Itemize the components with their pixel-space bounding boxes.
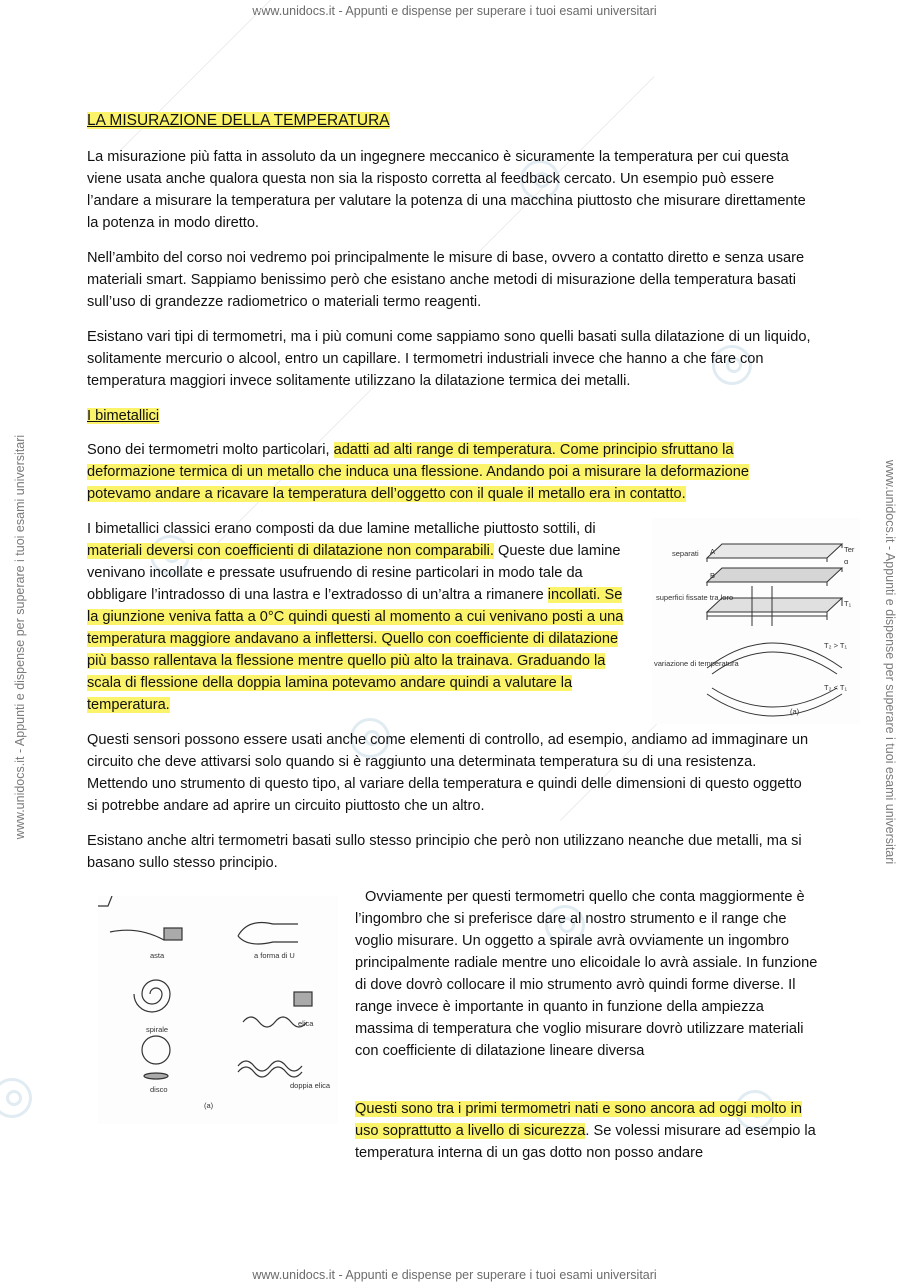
figure-label: A (710, 547, 716, 556)
figure-label: separati (672, 549, 699, 558)
figure-label: a forma di U (254, 951, 295, 960)
figure-label: doppia elica (290, 1081, 331, 1090)
thermometer-shapes-figure (98, 896, 338, 1124)
bimetal-strip-diagram (652, 518, 860, 724)
section-title-text: I bimetallici (87, 408, 160, 424)
unidocs-logo-icon (0, 1078, 32, 1118)
figure-label: T₂ > T₁ (824, 641, 848, 650)
page-title-text: LA MISURAZIONE DELLA TEMPERATURA (87, 112, 390, 129)
paragraph-intro (87, 146, 812, 234)
paragraph-scope (87, 247, 812, 313)
text-run: I bimetallici classici erano composti da due lamine metalliche piuttosto sottili, di (87, 521, 596, 537)
section-title (87, 405, 159, 427)
thermometer-shapes-diagram (98, 896, 338, 1124)
figure-label: Ter (844, 545, 855, 554)
bimetal-strip-figure (652, 518, 860, 724)
paragraph-shape-range (355, 886, 825, 1062)
text-run: . Se volessi misurare ad esempio la temperatura interna di un gas dotto non posso andare (355, 1123, 816, 1161)
paragraph-text: Esistano vari tipi di termometri, ma i più comuni come sappiamo sono quelli basati sulla dilatazione di un liquido, solitamente mercurio o alcool, entro un capillare. I termometri industriali invece che hanno a che fare con temperatura maggiori invece solitamente utilizzano la dilatazione termica dei metalli. (87, 329, 811, 389)
text-run: Sono dei termometri molto particolari, (87, 442, 334, 458)
paragraph-text: Ovviamente per questi termometri quello che conta maggiormente è l’ingombro che si preferisce dare al nostro strumento e il range che voglio misurare. Un oggetto a spirale avrà ovviamente un ingombro principalmente radiale mentre uno elicoidale lo avrà assiale. In funzione di dove dovrò collocare il mio strumento avrò quindi forme diverse. Il range invece è importante in quanto in funzione della ampiezza massima di temperatura che voglio misurare dovrò utilizzare materiali con coefficiente di dilatazione lineare diversa (355, 889, 818, 1059)
paragraph-control (87, 729, 812, 817)
figure-label: superfici fissate tra loro (656, 593, 734, 602)
figure-label: asta (150, 951, 165, 960)
figure-label: B (710, 571, 716, 580)
right-side-watermark: www.unidocs.it - Appunti e dispense per superare i tuoi esami universitari (883, 459, 897, 865)
highlighted-text: Questi sono tra i primi termometri nati e sono ancora ad oggi molto in uso soprattutto a livello di sicurezza (355, 1101, 802, 1139)
highlighted-text: materiali deversi con coefficienti di dilatazione non comparabili. (87, 543, 494, 559)
figure-label: (a) (204, 1101, 214, 1110)
paragraph-bimetal-construction (87, 518, 627, 716)
paragraph-text: La misurazione più fatta in assoluto da un ingegnere meccanico è sicuramente la temperatura per cui questa viene usata anche qualora questa non sia la risposto corretta al feedback cercato. Un esempio può essere l’andare a misurare la temperatura per valutare la potenza di una macchina piuttosto che misurare direttamente la potenza in modo diretto. (87, 149, 806, 231)
figure-label: elica (298, 1019, 314, 1028)
left-side-watermark: www.unidocs.it - Appunti e dispense per superare i tuoi esami universitari (13, 434, 27, 840)
header-watermark: www.unidocs.it - Appunti e dispense per superare i tuoi esami universitari (252, 4, 657, 18)
paragraph-bimetal-intro (87, 439, 812, 505)
paragraph-text: Nell’ambito del corso noi vedremo poi principalmente le misure di base, ovvero a contatto diretto e senza usare materiali smart. Sappiamo benissimo però che esistano anche metodi di misurazione della temperatura basati sull’uso di grandezze radiometrico o materiali termo reagenti. (87, 250, 805, 310)
paragraph-text: Questi sensori possono essere usati anche come elementi di controllo, ad esempio, andiamo ad immaginare un circuito che deve attivarsi solo quando si è raggiunto una determinata temperatura su di una resistenza. Mettendo uno strumento di questo tipo, al variare della temperatura e quindi delle dimensioni di questo oggetto si potrebbe andare ad aprire un circuito piuttosto che un altro. (87, 732, 809, 814)
footer-watermark: www.unidocs.it - Appunti e dispense per superare i tuoi esami universitari (252, 1268, 657, 1282)
figure-label: variazione di temperatura (654, 659, 739, 668)
figure-label: disco (150, 1085, 168, 1094)
paragraph-other-thermometers (87, 830, 812, 874)
page-title (87, 110, 390, 132)
highlighted-text: incollati. Se la giunzione veniva fatta a 0°C quindi questi al momento a cui venivano posti a una temperatura maggiore andavano a inflettersi. Quello con coefficiente di dilatazione più basso rallentava la flessione mentre quello più alto la trainava. Graduando la scala di flessione della doppia lamina potevamo andare quindi a valutare la temperatura. (87, 587, 624, 713)
highlighted-text: adatti ad alti range di temperatura. Come principio sfruttano la deformazione termica di un metallo che induca una flessione. Andando poi a misurare la deformazione potevamo andare a ricavare la temperatura dell’oggetto con il quale il metallo era in contatto. (87, 442, 749, 502)
figure-label: spirale (146, 1025, 169, 1034)
figure-label: T₂ < T₁ (824, 683, 848, 692)
paragraph-thermometers (87, 326, 812, 392)
figure-label: T₁ (844, 599, 852, 608)
text-run: Queste due lamine venivano incollate e pressate usufruendo di resine particolari in modo tale da obbligare l’intradosso di una lastra e l’extradosso di un’altra a rimanere (87, 543, 621, 603)
figure-label: α (844, 557, 849, 566)
paragraph-text: Esistano anche altri termometri basati sullo stesso principio che però non utilizzano neanche due metalli, ma si basano sullo stesso principio. (87, 833, 802, 871)
figure-label: (a) (790, 707, 800, 716)
paragraph-safety (355, 1098, 825, 1164)
